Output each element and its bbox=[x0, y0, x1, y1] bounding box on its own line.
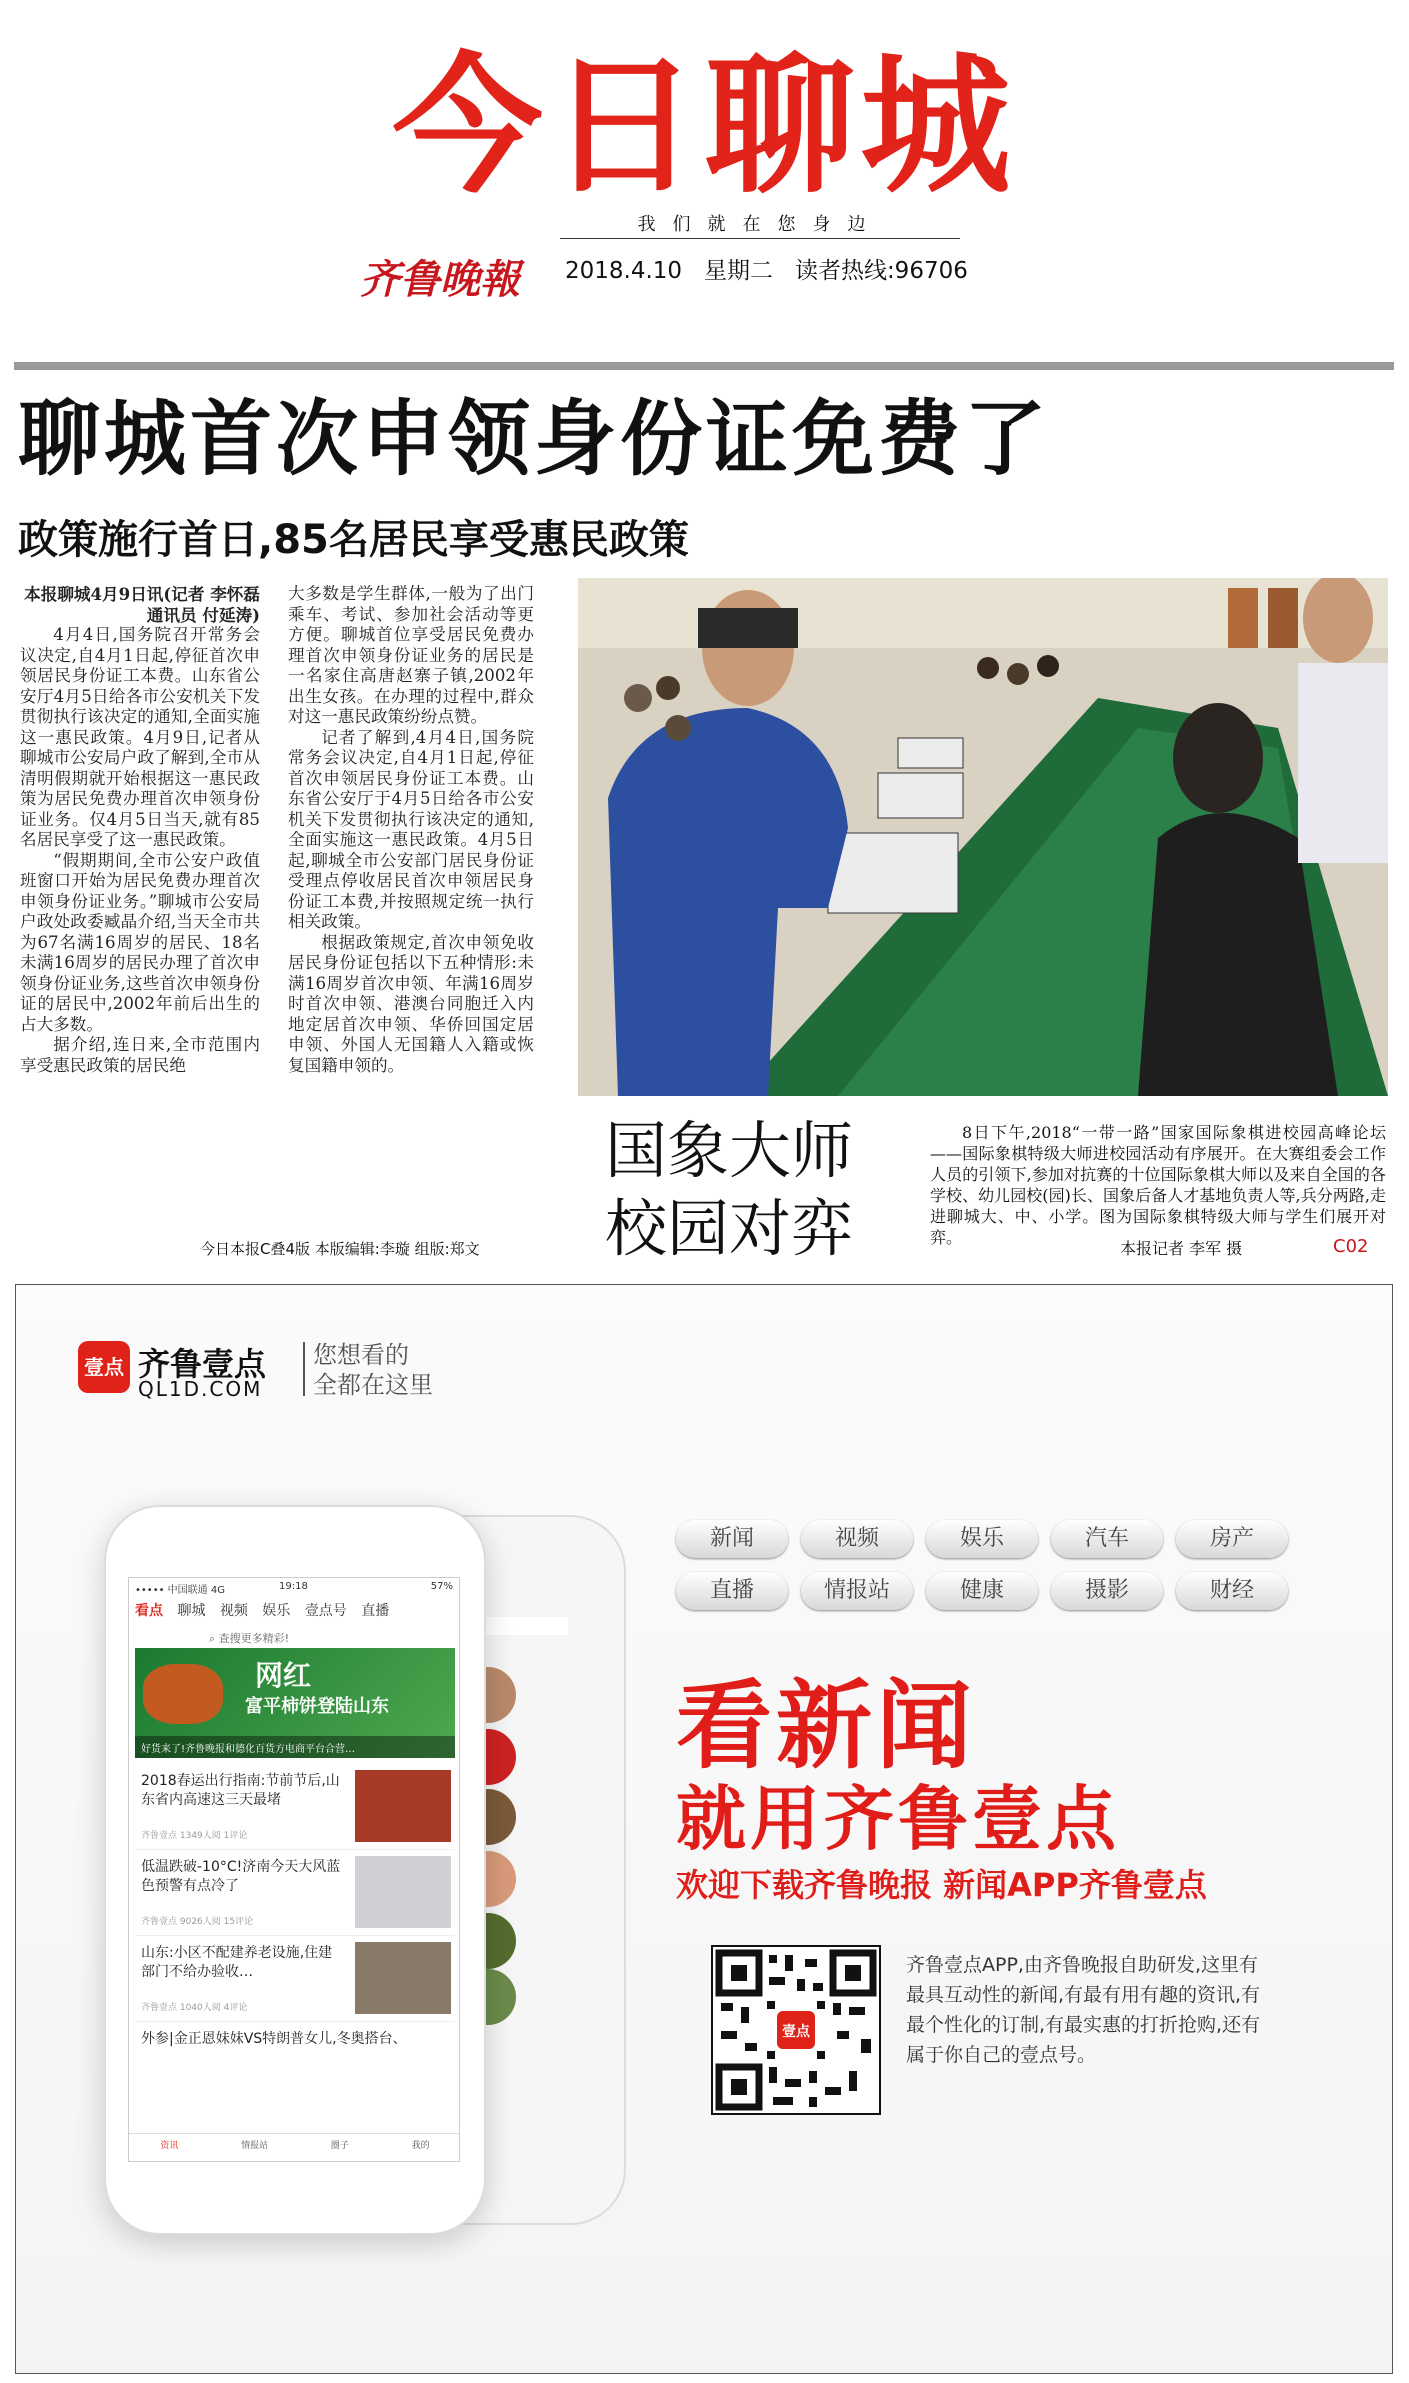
page-code: C02 bbox=[1333, 1236, 1369, 1257]
qilu-app-advertisement bbox=[15, 1284, 1393, 2374]
category-health-button[interactable]: 健康 bbox=[926, 1572, 1038, 1610]
app-tabs bbox=[135, 1600, 399, 1620]
category-auto-button[interactable]: 汽车 bbox=[1051, 1520, 1163, 1558]
dateline bbox=[565, 252, 968, 285]
news-meta: 齐鲁壹点 1040人阅 4评论 bbox=[141, 2003, 248, 2013]
app-description: 齐鲁壹点APP,由齐鲁晚报自助研发,这里有最具互动性的新闻,有最有用有趣的资讯,有最个性化的订制,有最实惠的打折抢购,还有属于你自己的壹点号。 bbox=[906, 1954, 1261, 2066]
photo-story-title-line: 校园对弈 bbox=[605, 1192, 854, 1265]
news-thumbnail bbox=[355, 1942, 451, 2014]
tab-entertainment[interactable]: 娱乐 bbox=[262, 1603, 291, 1619]
news-list-item[interactable] bbox=[135, 1850, 455, 1936]
category-intel-button[interactable]: 情报站 bbox=[801, 1572, 913, 1610]
tab-liaocheng[interactable]: 聊城 bbox=[177, 1603, 206, 1619]
news-list-item[interactable] bbox=[135, 2022, 455, 2062]
status-bar bbox=[129, 1578, 460, 1596]
article-paragraph: 据介绍,连日来,全市范围内享受惠民政策的居民绝 bbox=[20, 1035, 260, 1075]
banner-title: 网红 bbox=[255, 1659, 312, 1692]
app-slogan-line: 您想看的 bbox=[313, 1341, 409, 1369]
news-list-item[interactable] bbox=[135, 1764, 455, 1850]
brand-divider bbox=[303, 1342, 305, 1396]
status-time: 19:18 bbox=[279, 1581, 308, 1592]
persimmon-image bbox=[143, 1664, 223, 1724]
tabbar-news[interactable]: 资讯 bbox=[160, 2141, 179, 2151]
masthead-title: 今日聊城 bbox=[392, 40, 1017, 214]
news-meta: 齐鲁壹点 1349人阅 1评论 bbox=[141, 1831, 248, 1841]
category-news-button[interactable]: 新闻 bbox=[676, 1520, 788, 1558]
search-icon: ⌕ bbox=[209, 1632, 219, 1645]
news-title: 2018春运出行指南:节前节后,山东省内高速这三天最堵 bbox=[141, 1773, 340, 1808]
app-bottom-tabbar bbox=[129, 2133, 460, 2162]
app-screen bbox=[128, 1577, 460, 2162]
photo-credit: 本报记者 李军 摄 bbox=[1120, 1239, 1243, 1258]
carrier-signal: ••••• 中国联通 4G bbox=[135, 1585, 225, 1596]
app-slogan bbox=[313, 1340, 513, 1400]
chess-match-photo bbox=[578, 578, 1388, 1096]
photo-caption bbox=[930, 1122, 1386, 1248]
masthead-divider bbox=[14, 362, 1394, 370]
banner-subtitle: 富平柿饼登陆山东 bbox=[245, 1696, 389, 1717]
ad-subline: 欢迎下载齐鲁晚报 新闻APP齐鲁壹点 bbox=[676, 1866, 1207, 1904]
news-meta: 齐鲁壹点 9026人阅 15评论 bbox=[141, 1917, 254, 1927]
tab-live[interactable]: 直播 bbox=[361, 1603, 390, 1619]
photo-story-title-line: 国象大师 bbox=[605, 1114, 854, 1187]
article-column-2 bbox=[288, 584, 534, 1076]
tabbar-intel[interactable]: 情报站 bbox=[241, 2141, 269, 2151]
svg-text:壹点: 壹点 bbox=[782, 2024, 810, 2040]
article-byline: 本报聊城4月9日讯(记者 李怀磊 通讯员 付延涛) bbox=[24, 584, 260, 625]
search-hint-text: 查搜更多精彩! bbox=[218, 1632, 290, 1645]
news-title: 低温跌破-10°C!济南今天大风蓝色预警有点冷了 bbox=[141, 1859, 341, 1894]
category-finance-button[interactable]: 财经 bbox=[1176, 1572, 1288, 1610]
news-thumbnail bbox=[355, 1856, 451, 1928]
news-title: 外参|金正恩妹妹VS特朗普女儿,冬奥搭台、 bbox=[141, 2031, 407, 2047]
reader-hotline: 读者热线:96706 bbox=[794, 258, 968, 284]
article-paragraph: 4月4日,国务院召开常务会议决定,自4月1日起,停征首次申领居民身份证工本费。山东省公安厅4月5日给各市公安机关下发贯彻执行该决定的通知,全面实施这一惠民政策。4月9日,记者从聊城市公安局户政了解到,全市从清明假期就开始根据这一惠民政策为居民免费办理首次申领身份证业务。仅4月5日当天,就有85名居民享受了这一惠民政策。 bbox=[20, 625, 260, 849]
editor-footline: 今日本报C叠4版 本版编辑:李璇 组版:郑文 bbox=[200, 1240, 480, 1258]
tab-yidianhao[interactable]: 壹点号 bbox=[304, 1603, 347, 1619]
app-brand-name: 齐鲁壹点 bbox=[138, 1345, 267, 1383]
ad-headline-2: 就用齐鲁壹点 bbox=[676, 1778, 1120, 1860]
battery-level: 57% bbox=[430, 1581, 453, 1592]
app-logo-icon: 壹点 bbox=[78, 1341, 130, 1393]
banner-caption: 好货来了!齐鲁晚报和德化百货方电商平台合营… bbox=[135, 1736, 455, 1758]
category-live-button[interactable]: 直播 bbox=[676, 1572, 788, 1610]
ad-headline: 看新闻 bbox=[676, 1670, 976, 1782]
download-qr-code[interactable] bbox=[711, 1945, 881, 2115]
article-paragraph: 大多数是学生群体,一般为了出门乘车、考试、参加社会活动等更方便。聊城首位享受居民免费办理首次申领身份证业务的居民是一名家住高唐赵寨子镇,2002年出生女孩。在办理的过程中,群众对这一惠民政策纷纷点赞。 bbox=[288, 584, 534, 726]
issue-date: 2018.4.10 bbox=[565, 258, 683, 284]
news-banner[interactable] bbox=[135, 1648, 455, 1758]
issue-weekday: 星期二 bbox=[704, 258, 773, 284]
category-realestate-button[interactable]: 房产 bbox=[1176, 1520, 1288, 1558]
masthead-motto: 我们就在您身边 bbox=[560, 210, 960, 239]
photo-caption-text: 8日下午,2018“一带一路”国家国际象棋进校园高峰论坛——国际象棋特级大师进校园活动有序展开。在大赛组委会工作人员的引领下,参加对抗赛的十位国际象棋大师以及来自全国的各学校、幼儿园校(园)长、国象后备人才基地负责人等,兵分两路,走进聊城大、中、小学。图为国际象棋特级大师与学生们展开对弈。 bbox=[930, 1123, 1386, 1247]
tabbar-mine[interactable]: 我的 bbox=[411, 2141, 430, 2151]
article-paragraph: 根据政策规定,首次申领免收居民身份证包括以下五种情形:未满16周岁首次申领、年满16周岁时首次申领、港澳台同胞迁入内地定居首次申领、华侨回国定居申领、外国人无国籍人入籍或恢复国籍申领的。 bbox=[288, 932, 534, 1075]
news-title: 山东:小区不配建养老设施,住建部门不给办验收… bbox=[141, 1945, 333, 1980]
newspaper-brand-logo: 齐鲁晚報 bbox=[360, 256, 520, 303]
article-subhead: 政策施行首日,85名居民享受惠民政策 bbox=[18, 517, 689, 563]
category-entertainment-button[interactable]: 娱乐 bbox=[926, 1520, 1038, 1558]
article-column-1 bbox=[20, 584, 260, 1076]
app-slogan-line: 全都在这里 bbox=[313, 1371, 433, 1399]
tab-kandian[interactable]: 看点 bbox=[135, 1603, 163, 1619]
article-paragraph: “假期期间,全市公安户政值班窗口开始为居民免费办理首次申领身份证业务。”聊城市公安局户政处政委臧晶介绍,当天全市共为67名满16周岁的居民、18名未满16周岁的居民办理了首次申领身份证业务,这些首次申领身份证的居民中,2002年前后出生的占大多数。 bbox=[20, 850, 260, 1034]
tabbar-circle[interactable]: 圈子 bbox=[330, 2141, 349, 2151]
news-thumbnail bbox=[355, 1770, 451, 1842]
category-video-button[interactable]: 视频 bbox=[801, 1520, 913, 1558]
news-list-item[interactable] bbox=[135, 1936, 455, 2022]
photo-story-title bbox=[605, 1112, 853, 1268]
category-photo-button[interactable]: 摄影 bbox=[1051, 1572, 1163, 1610]
article-headline: 聊城首次申领身份证免费了 bbox=[18, 392, 1051, 487]
tab-video[interactable]: 视频 bbox=[219, 1603, 248, 1619]
search-hint[interactable] bbox=[209, 1630, 289, 1646]
app-domain: QL1D.COM bbox=[138, 1377, 263, 1401]
article-paragraph: 记者了解到,4月4日,国务院常务会议决定,自4月1日起,停征首次申领居民身份证工本费。山东省公安厅于4月5日给各市公安机关下发贯彻执行该决定的通知,全面实施这一惠民政策。4月5日起,聊城全市公安部门居民身份证受理点停收居民首次申领居民身份证工本费,并按照规定统一执行相关政策。 bbox=[288, 727, 534, 931]
